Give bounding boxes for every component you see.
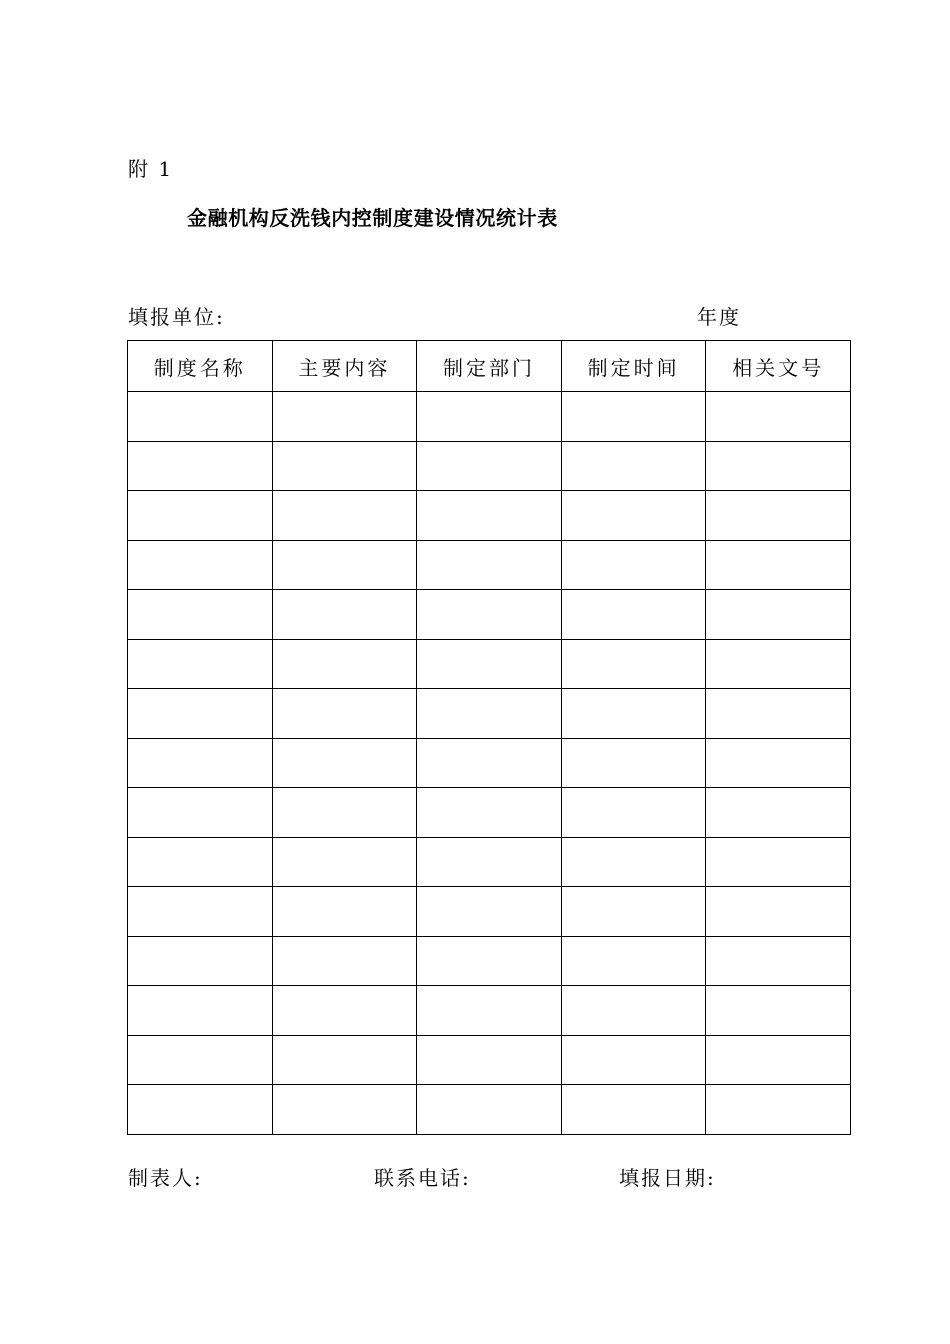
- table-cell[interactable]: [272, 491, 417, 541]
- table-row: [128, 441, 851, 491]
- statistics-table: [127, 340, 851, 1135]
- table-row: [128, 887, 851, 937]
- header-department: 制定部门: [417, 341, 562, 392]
- table-cell[interactable]: [706, 986, 851, 1036]
- table-cell[interactable]: [128, 837, 273, 887]
- table-body: [128, 392, 851, 1135]
- table-cell[interactable]: [561, 936, 706, 986]
- table-cell[interactable]: [706, 936, 851, 986]
- footer-date-label: 填报日期:: [619, 1166, 716, 1190]
- table-cell[interactable]: [272, 540, 417, 590]
- table-cell[interactable]: [706, 837, 851, 887]
- table-row: [128, 1035, 851, 1085]
- table-cell[interactable]: [128, 639, 273, 689]
- table-row: [128, 689, 851, 739]
- table-cell[interactable]: [417, 936, 562, 986]
- table-row: [128, 788, 851, 838]
- table-row: [128, 491, 851, 541]
- table-cell[interactable]: [128, 1085, 273, 1135]
- table-row: [128, 1085, 851, 1135]
- table-cell[interactable]: [706, 639, 851, 689]
- table-cell[interactable]: [706, 887, 851, 937]
- table-cell[interactable]: [272, 1085, 417, 1135]
- table-cell[interactable]: [128, 788, 273, 838]
- table-row: [128, 738, 851, 788]
- table-cell[interactable]: [272, 1035, 417, 1085]
- table-cell[interactable]: [706, 1035, 851, 1085]
- table-cell[interactable]: [706, 540, 851, 590]
- table-cell[interactable]: [561, 392, 706, 442]
- table-cell[interactable]: [272, 441, 417, 491]
- table-cell[interactable]: [272, 738, 417, 788]
- table-cell[interactable]: [561, 738, 706, 788]
- table-cell[interactable]: [417, 738, 562, 788]
- fill-unit-label: 填报单位:: [128, 305, 225, 329]
- table-cell[interactable]: [561, 837, 706, 887]
- table-cell[interactable]: [561, 788, 706, 838]
- table-cell[interactable]: [417, 986, 562, 1036]
- table-cell[interactable]: [128, 986, 273, 1036]
- table-cell[interactable]: [128, 491, 273, 541]
- table-cell[interactable]: [128, 887, 273, 937]
- table-cell[interactable]: [417, 689, 562, 739]
- table-cell[interactable]: [417, 837, 562, 887]
- table-cell[interactable]: [128, 590, 273, 640]
- table-cell[interactable]: [417, 590, 562, 640]
- table-cell[interactable]: [128, 738, 273, 788]
- table-cell[interactable]: [272, 986, 417, 1036]
- header-document-number: 相关文号: [706, 341, 851, 392]
- table-cell[interactable]: [417, 540, 562, 590]
- table-cell[interactable]: [417, 491, 562, 541]
- table-cell[interactable]: [272, 936, 417, 986]
- table-cell[interactable]: [128, 540, 273, 590]
- table-cell[interactable]: [561, 441, 706, 491]
- table-row: [128, 540, 851, 590]
- table-header-row: [128, 341, 851, 392]
- table-cell[interactable]: [417, 887, 562, 937]
- table-cell[interactable]: [561, 689, 706, 739]
- table-cell[interactable]: [417, 1085, 562, 1135]
- table-cell[interactable]: [417, 392, 562, 442]
- table-cell[interactable]: [417, 1035, 562, 1085]
- table-cell[interactable]: [706, 788, 851, 838]
- table-cell[interactable]: [706, 392, 851, 442]
- header-main-content: 主要内容: [272, 341, 417, 392]
- table-row: [128, 936, 851, 986]
- table-cell[interactable]: [561, 1085, 706, 1135]
- document-title: 金融机构反洗钱内控制度建设情况统计表: [187, 206, 558, 230]
- table-cell[interactable]: [561, 887, 706, 937]
- table-cell[interactable]: [706, 441, 851, 491]
- table-cell[interactable]: [272, 639, 417, 689]
- footer-phone-label: 联系电话:: [374, 1166, 471, 1190]
- table-row: [128, 986, 851, 1036]
- table-cell[interactable]: [128, 936, 273, 986]
- table-cell[interactable]: [128, 441, 273, 491]
- table-cell[interactable]: [417, 788, 562, 838]
- table-row: [128, 639, 851, 689]
- attachment-label: 附 1: [128, 157, 174, 181]
- table-cell[interactable]: [561, 986, 706, 1036]
- header-date: 制定时间: [561, 341, 706, 392]
- table-row: [128, 837, 851, 887]
- table-cell[interactable]: [706, 590, 851, 640]
- table-cell[interactable]: [272, 689, 417, 739]
- table-cell[interactable]: [128, 689, 273, 739]
- header-system-name: 制度名称: [128, 341, 273, 392]
- table-cell[interactable]: [561, 639, 706, 689]
- table-cell[interactable]: [272, 788, 417, 838]
- table-cell[interactable]: [561, 1035, 706, 1085]
- table-cell[interactable]: [272, 837, 417, 887]
- table-cell[interactable]: [706, 689, 851, 739]
- table-cell[interactable]: [272, 392, 417, 442]
- table-cell[interactable]: [561, 590, 706, 640]
- table-cell[interactable]: [417, 441, 562, 491]
- table-cell[interactable]: [417, 639, 562, 689]
- footer-maker-label: 制表人:: [128, 1166, 203, 1190]
- year-label: 年度: [697, 305, 741, 329]
- table-cell[interactable]: [706, 1085, 851, 1135]
- table-cell[interactable]: [561, 540, 706, 590]
- table-cell[interactable]: [706, 738, 851, 788]
- table-cell[interactable]: [272, 887, 417, 937]
- table-cell[interactable]: [561, 491, 706, 541]
- table-cell[interactable]: [128, 392, 273, 442]
- table-row: [128, 392, 851, 442]
- table-row: [128, 590, 851, 640]
- table-cell[interactable]: [272, 590, 417, 640]
- table-cell[interactable]: [128, 1035, 273, 1085]
- table-cell[interactable]: [706, 491, 851, 541]
